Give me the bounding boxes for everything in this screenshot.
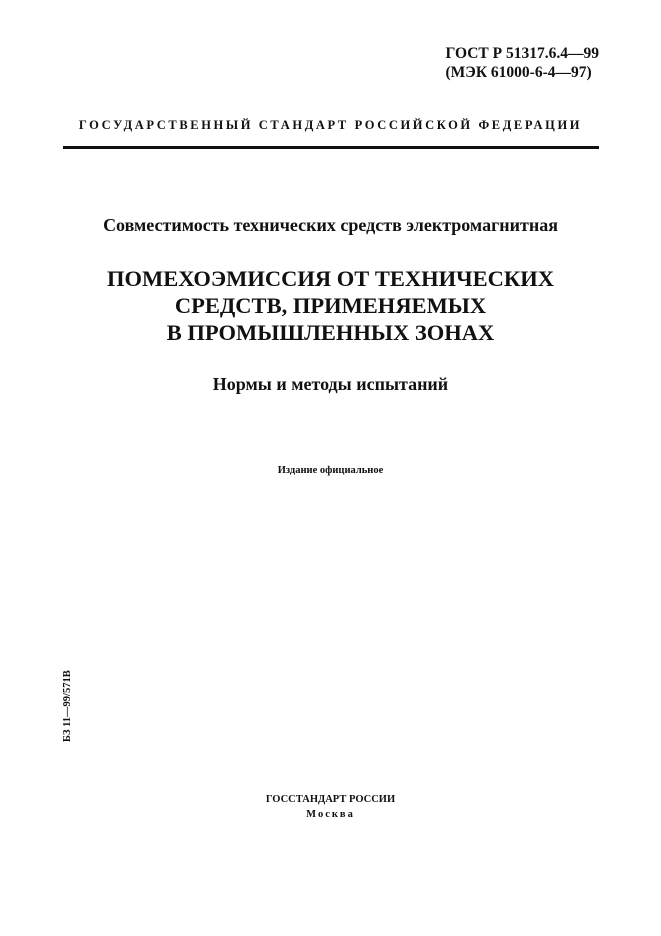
publisher-city: Москва xyxy=(306,809,355,820)
standard-designation xyxy=(446,44,599,82)
title-line-3: В ПРОМЫШЛЕННЫХ ЗОНАХ xyxy=(166,320,495,345)
publisher-name: ГОССТАНДАРТ РОССИИ xyxy=(265,794,396,805)
organization-heading: ГОСУДАРСТВЕННЫЙ СТАНДАРТ РОССИЙСКОЙ ФЕДЕРАЦИИ xyxy=(78,118,583,132)
title-line-2: СРЕДСТВ, ПРИМЕНЯЕМЫХ xyxy=(174,293,487,318)
title-line-1: ПОМЕХОЭМИССИЯ ОТ ТЕХНИЧЕСКИХ xyxy=(107,266,554,291)
document-title xyxy=(0,265,661,346)
side-publication-code: БЗ 11—99/571В xyxy=(62,670,73,742)
iec-number: (МЭК 61000-6-4—97) xyxy=(445,64,592,81)
gost-number: ГОСТ Р 51317.6.4—99 xyxy=(445,45,599,62)
document-subject: Совместимость технических средств электромагнитная xyxy=(103,215,558,235)
edition-note: Издание официальное xyxy=(277,465,384,476)
header-divider xyxy=(63,146,599,149)
document-subtitle: Нормы и методы испытаний xyxy=(212,374,449,394)
